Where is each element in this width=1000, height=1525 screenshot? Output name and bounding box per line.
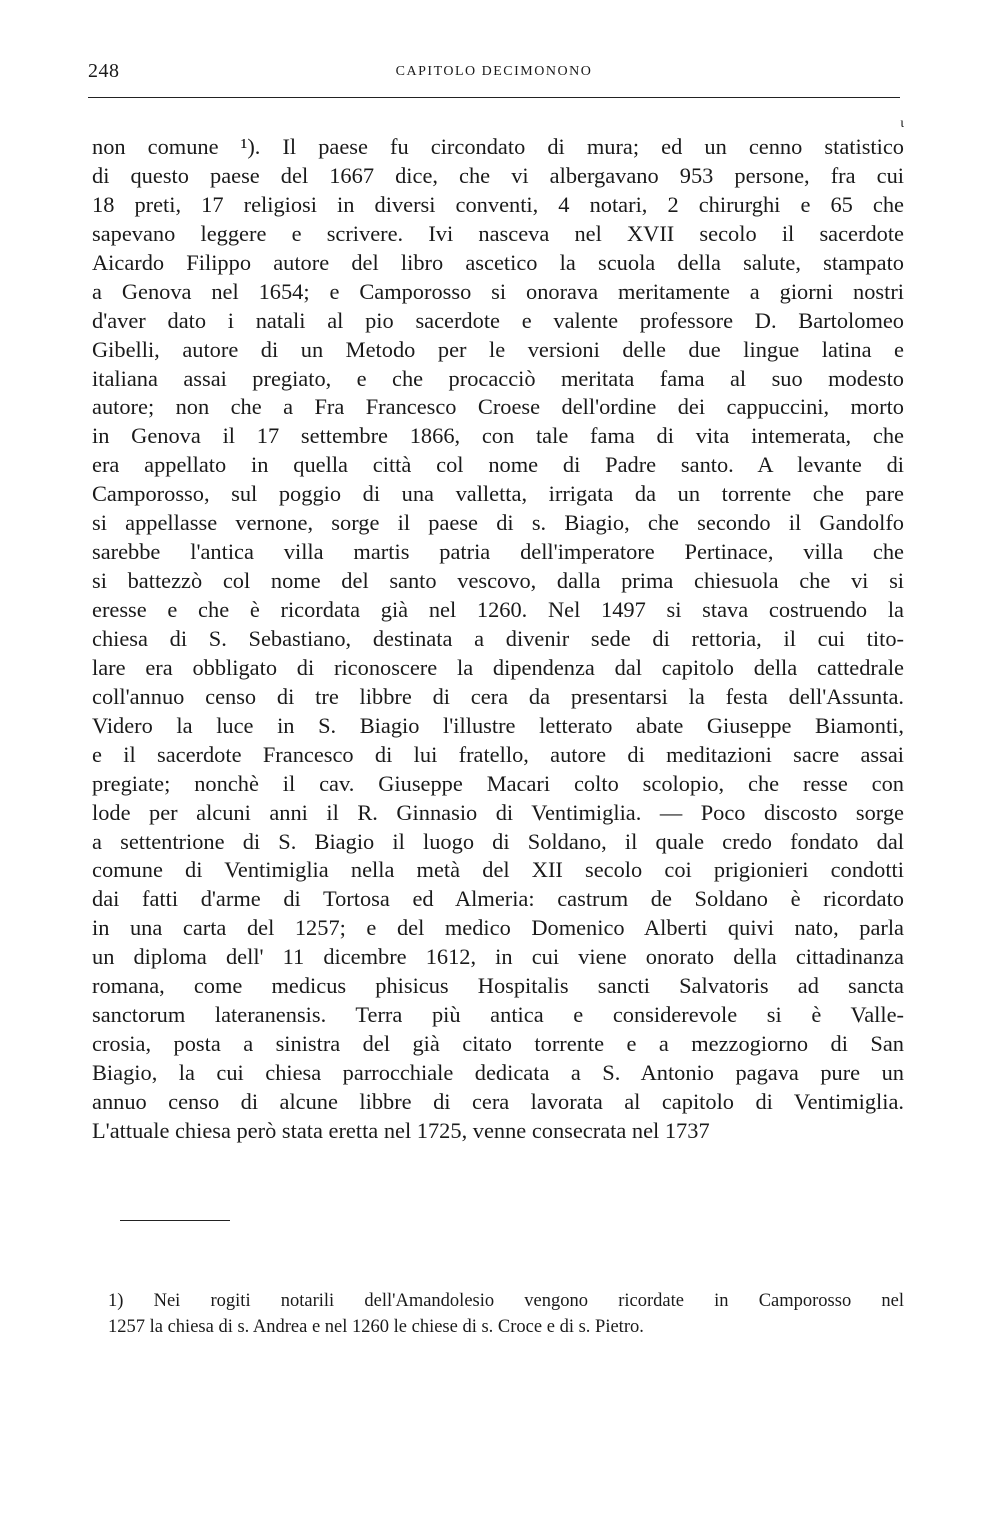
running-title: CAPITOLO DECIMONONO xyxy=(395,64,593,79)
page-number: 248 xyxy=(88,60,120,82)
main-text xyxy=(92,115,904,1146)
text-line: sarebbe l'antica villa martis patria dell'imperatore Pertinace, villa che xyxy=(92,539,904,565)
text-line: romana, come medicus phisicus Hospitalis sancti Salvatoris ad sancta xyxy=(92,973,904,999)
text-line: coll'annuo censo di tre libbre di cera da presentarsi la festa dell'Assunta. xyxy=(92,683,904,709)
text-line: in Genova il 17 settembre 1866, con tale fama di vita intemerata, che xyxy=(92,423,904,449)
footnote-line: 1) Nei rogiti notarili dell'Amandolesio vengono ricordate in Camporosso nel xyxy=(108,1291,904,1311)
text-line: comune di Ventimiglia nella metà del XII secolo coi prigionieri condotti xyxy=(92,857,904,883)
text-line: Gibelli, autore di un Metodo per le versioni delle due lingue latina e xyxy=(92,336,904,362)
text-line: annuo censo di alcune libbre di cera lavorata al capitolo di Ventimiglia. xyxy=(92,1088,904,1114)
text-line: sapevano leggere e scrivere. Ivi nasceva nel XVII secolo il sacerdote xyxy=(92,220,904,246)
page-header xyxy=(88,60,900,90)
text-line: era appellato in quella città col nome di Padre santo. A levante di xyxy=(92,452,904,478)
text-line: a settentrione di S. Biagio il luogo di Soldano, il quale credo fondato dal xyxy=(92,828,904,854)
text-line: italiana assai pregiato, e che procacciò meritata fama al suo modesto xyxy=(92,365,904,391)
text-line: Aicardo Filippo autore del libro ascetico la scuola della salute, stampato xyxy=(92,249,904,275)
footnote xyxy=(108,1288,904,1340)
text-line: si appellasse vernone, sorge il paese di s. Biagio, che secondo il Gandolfo xyxy=(92,510,904,536)
text-line: Camporosso, sul poggio di una valletta, irrigata da un torrente che pare xyxy=(92,481,904,507)
text-line: lode per alcuni anni il R. Ginnasio di Ventimiglia. — Poco discosto sorge xyxy=(92,799,904,825)
text-line: autore; non che a Fra Francesco Croese dell'ordine dei cappuccini, morto xyxy=(92,394,904,420)
text-line: sanctorum lateranensis. Terra più antica e considerevole si è Valle- xyxy=(92,1002,904,1028)
text-line: Videro la luce in S. Biagio l'illustre letterato abate Giuseppe Biamonti, xyxy=(92,712,904,738)
text-line: L'attuale chiesa però stata eretta nel 1725, venne consecrata nel 1737 xyxy=(92,1117,710,1143)
text-line: un diploma dell' 11 dicembre 1612, in cui viene onorato della cittadinanza xyxy=(92,944,904,970)
footnote-line: 1257 la chiesa di s. Andrea e nel 1260 le chiese di s. Croce e di s. Pietro. xyxy=(108,1317,644,1337)
text-line: Biagio, la cui chiesa parrocchiale dedicata a S. Antonio pagava pure un xyxy=(92,1060,904,1085)
header-rule xyxy=(88,97,900,98)
text-line: non comune ¹). Il paese fu circondato di mura; ed un cenno statistico xyxy=(92,134,904,159)
text-line: si battezzò col nome del santo vescovo, dalla prima chiesuola che vi si xyxy=(92,568,904,594)
text-line: 18 preti, 17 religiosi in diversi conventi, 4 notari, 2 chirurghi e 65 che xyxy=(92,191,904,217)
text-line: di questo paese del 1667 dice, che vi albergavano 953 persone, fra cui xyxy=(92,162,904,188)
text-line: lare era obbligato di riconoscere la dipendenza dal capitolo della cattedrale xyxy=(92,654,904,680)
text-line: e il sacerdote Francesco di lui fratello, autore di meditazioni sacre assai xyxy=(92,741,904,767)
text-line: in una carta del 1257; e del medico Domenico Alberti quivi nato, parla xyxy=(92,915,904,941)
text-line: chiesa di S. Sebastiano, destinata a divenir sede di rettoria, il cui tito- xyxy=(92,625,904,651)
text-line: eresse e che è ricordata già nel 1260. Nel 1497 si stava costruendo la xyxy=(92,597,904,622)
footnote-rule xyxy=(120,1220,230,1221)
text-line: crosia, posta a sinistra del già citato torrente e a mezzogiorno di San xyxy=(92,1031,904,1057)
text-line: d'aver dato i natali al pio sacerdote e valente professore D. Bartolomeo xyxy=(92,307,904,333)
text-line: dai fatti d'arme di Tortosa ed Almeria: castrum de Soldano è ricordato xyxy=(92,886,904,912)
margin-mark: ɩ xyxy=(900,116,904,131)
text-line: a Genova nel 1654; e Camporosso si onorava meritamente a giorni nostri xyxy=(92,278,904,304)
text-line: pregiate; nonchè il cav. Giuseppe Macari colto scolopio, che resse con xyxy=(92,770,904,796)
